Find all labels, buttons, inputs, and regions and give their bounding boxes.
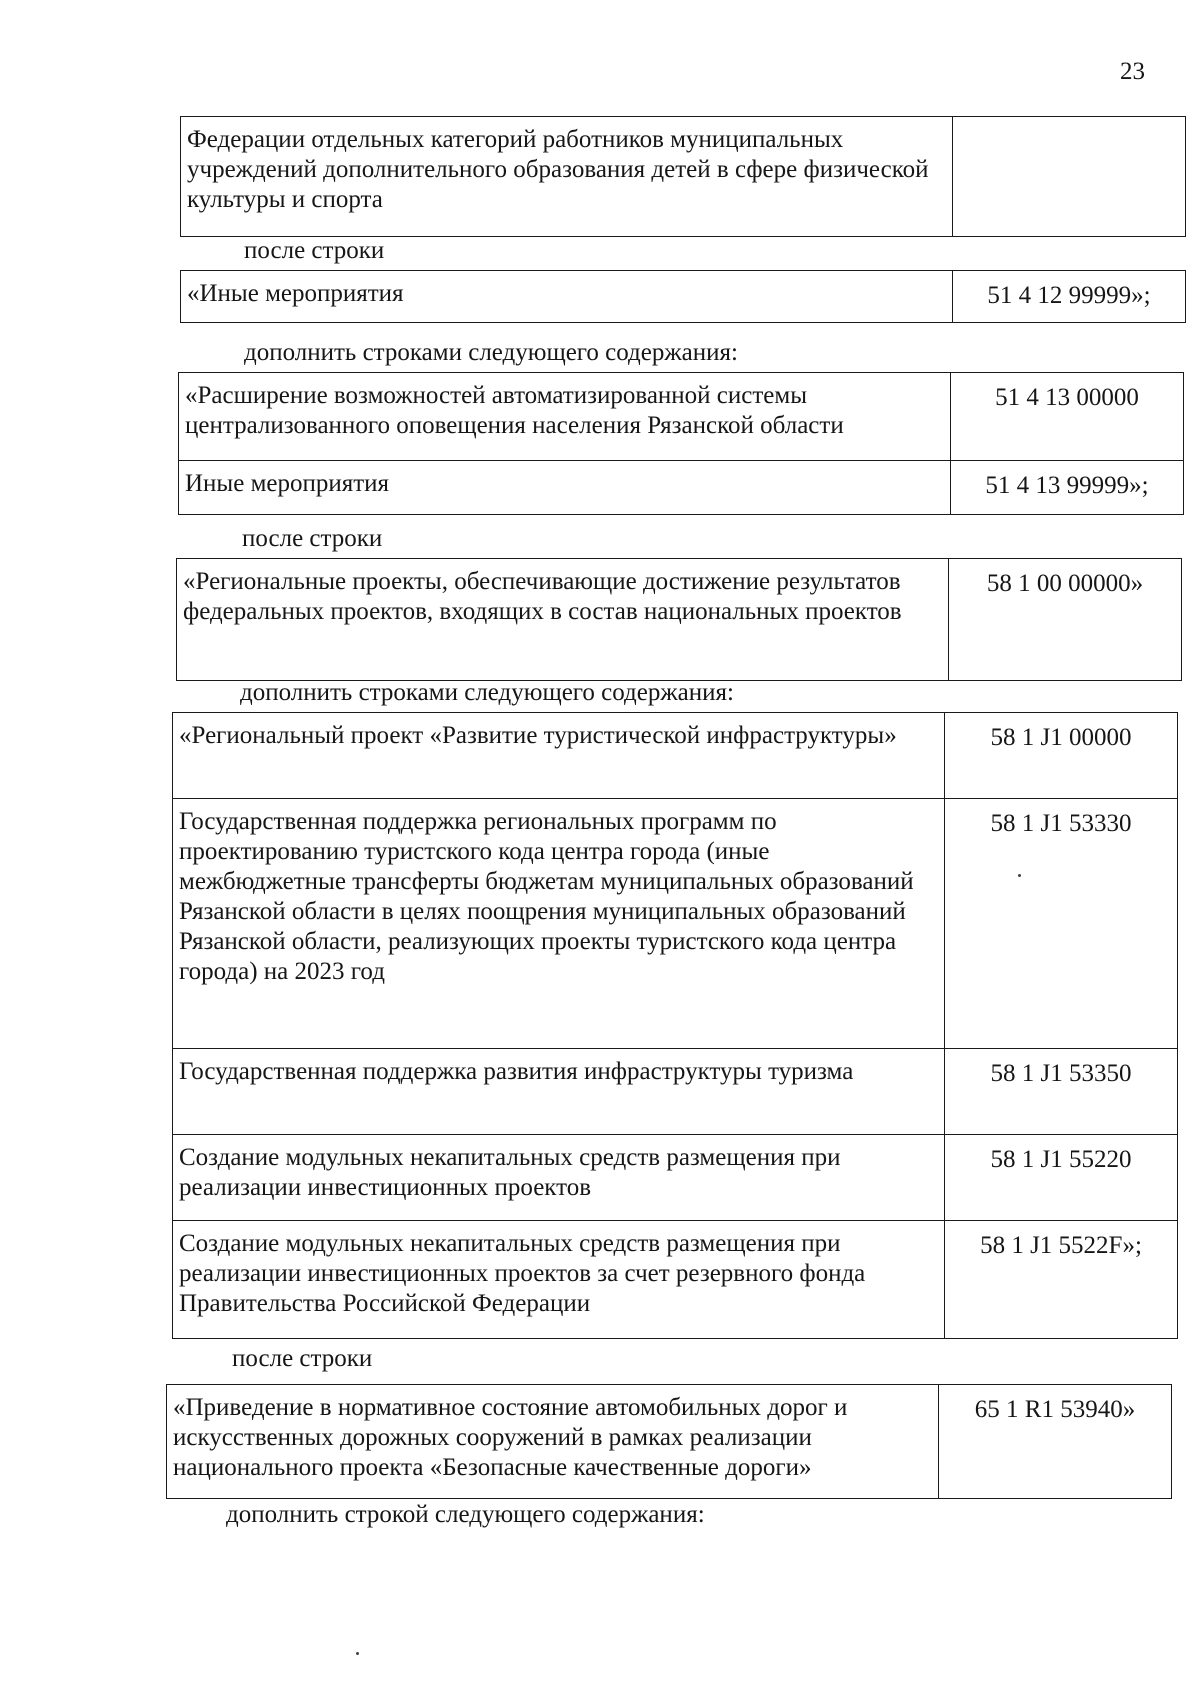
row-name: Создание модульных некапитальных средств размещения при реализации инвестиционных проектов за счет резервного фонда Правительства Российской Федерации [173, 1221, 945, 1339]
table-new-rows [172, 712, 1178, 1339]
row-code: 51 4 13 00000 [951, 373, 1184, 461]
row-name: Иные мероприятия [179, 461, 951, 515]
table-row [173, 799, 1178, 1049]
table-row [179, 461, 1184, 515]
page-number: 23 [1120, 58, 1145, 85]
row-name: Федерации отдельных категорий работников муниципальных учреждений дополнительного образования детей в сфере физической культуры и спорта [181, 117, 953, 237]
table-row [181, 271, 1186, 323]
table-continuation [180, 116, 1186, 237]
row-name: «Региональные проекты, обеспечивающие достижение результатов федеральных проектов, входящих в состав национальных проектов [177, 559, 949, 681]
row-code: 58 1 00 00000» [949, 559, 1182, 681]
instruction-after-row: после строки [244, 237, 385, 264]
instruction-add-rows: дополнить строками следующего содержания: [244, 339, 738, 366]
row-name: Государственная поддержка региональных программ по проектированию туристского кода центра города (иные межбюджетные трансферты бюджетам муниципальных образований Рязанской области в целях поощрения муниципальных образований Рязанской области, реализующих проекты туристского кода центра города) на 2023 год [173, 799, 945, 1049]
scan-speck [356, 1652, 359, 1655]
instruction-after-row: после строки [242, 525, 383, 552]
table-reference-row [176, 558, 1182, 681]
row-name: «Региональный проект «Развитие туристической инфраструктуры» [173, 713, 945, 799]
table-row [179, 373, 1184, 461]
table-row [173, 713, 1178, 799]
row-name: «Иные мероприятия [181, 271, 953, 323]
table-row [173, 1049, 1178, 1135]
table-row [167, 1385, 1172, 1499]
table-reference-row [180, 270, 1186, 323]
row-code: 58 1 J1 53350 [945, 1049, 1178, 1135]
table-new-rows [178, 372, 1184, 515]
row-code: 51 4 12 99999»; [953, 271, 1186, 323]
table-row [173, 1221, 1178, 1339]
table-reference-row [166, 1384, 1172, 1499]
row-code: 65 1 R1 53940» [939, 1385, 1172, 1499]
scan-speck [1018, 874, 1021, 877]
table-row [177, 559, 1182, 681]
row-code: 58 1 J1 5522F»; [945, 1221, 1178, 1339]
row-name: Создание модульных некапитальных средств размещения при реализации инвестиционных проектов [173, 1135, 945, 1221]
row-code: 51 4 13 99999»; [951, 461, 1184, 515]
row-code: 58 1 J1 53330 [945, 799, 1178, 1049]
table-row [181, 117, 1186, 237]
row-code: 58 1 J1 55220 [945, 1135, 1178, 1221]
row-name: «Приведение в нормативное состояние автомобильных дорог и искусственных дорожных сооружений в рамках реализации национального проекта «Безопасные качественные дороги» [167, 1385, 939, 1499]
instruction-add-row: дополнить строкой следующего содержания: [226, 1501, 705, 1528]
row-name: Государственная поддержка развития инфраструктуры туризма [173, 1049, 945, 1135]
row-code: 58 1 J1 00000 [945, 713, 1178, 799]
instruction-add-rows: дополнить строками следующего содержания: [240, 679, 734, 706]
row-name: «Расширение возможностей автоматизированной системы централизованного оповещения населения Рязанской области [179, 373, 951, 461]
row-code [953, 117, 1186, 237]
instruction-after-row: после строки [232, 1345, 373, 1372]
table-row [173, 1135, 1178, 1221]
